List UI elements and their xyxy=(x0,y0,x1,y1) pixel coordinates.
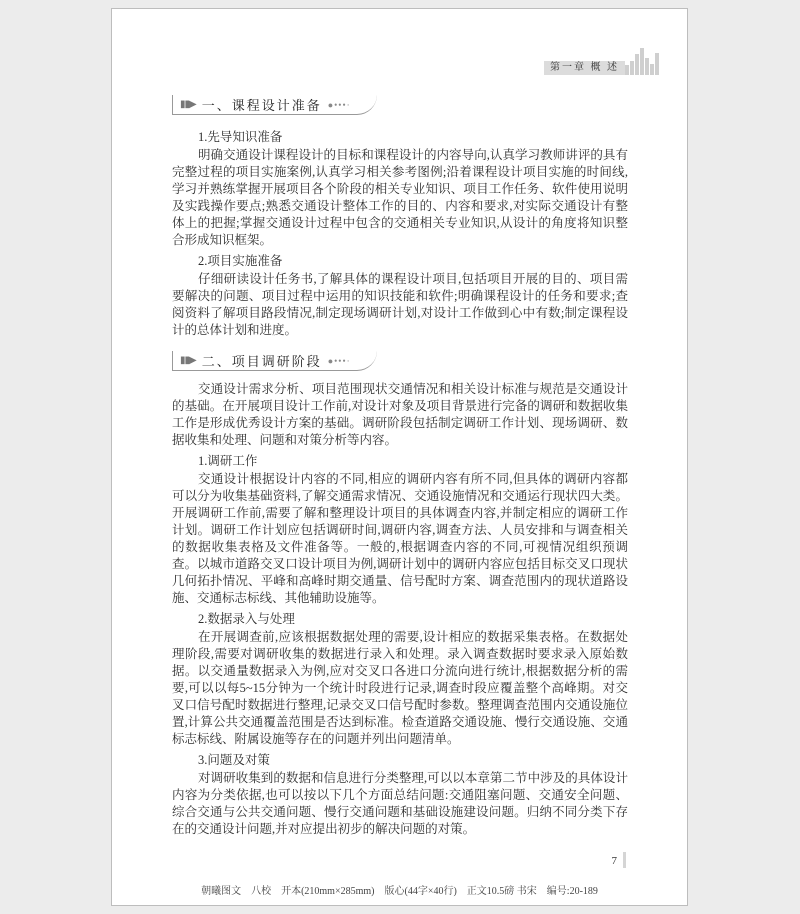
section-2-body xyxy=(172,381,628,838)
subsection-title: 1.先导知识准备 xyxy=(198,130,283,144)
subsection-title: 2.数据录入与处理 xyxy=(198,612,295,626)
paragraph: 交通设计根据设计内容的不同,相应的调研内容有所不同,但具体的调研内容都可以分为收集基础资料,了解交通需求情况、交通设施情况和交通运行现状四大类。开展调研工作前,需要了解和整理设计项目的具体调查内容,并制定相应的调研工作计划。调研工作计划应包括调研时间,调研内容,调查方法、人员安排和与调查相关的数据收集表格及文件准备等。一般的,根据调查内容的不同,可视情况组织预调查。以城市道路交叉口设计项目为例,调研计划中的调研内容应包括目标交叉口现状几何拓扑情况、平峰和高峰时期交通量、信号配时方案、调查范围内的现状道路设施、交通标志标线、其他辅助设施等。 xyxy=(172,472,628,605)
section-heading-1 xyxy=(172,95,377,115)
paragraph: 交通设计需求分析、项目范围现状交通情况和相关设计标准与规范是交通设计的基础。在开展项目设计工作前,对设计对象及项目背景进行完备的调研和数据收集工作是形成优秀设计方案的基础。调研阶段包括制定调研工作计划、现场调研、数据收集和处理、问题和对策分析等内容。 xyxy=(172,382,628,447)
section-title: 二、项目调研阶段 xyxy=(201,354,322,369)
page-number: 7 xyxy=(611,855,617,867)
page-number-row xyxy=(112,852,687,874)
arrow-icon: ▮▮▶ xyxy=(180,99,196,110)
section-heading-2 xyxy=(172,351,377,371)
running-head: 第一章 概 述 xyxy=(544,61,625,75)
paragraph: 在开展调查前,应该根据数据处理的需要,设计相应的数据采集表格。在数据处理阶段,需要对调研收集的数据进行录入和处理。录入调查数据时要求录入原始数据。以交通量数据录入为例,应对交叉口各进口分流向进行统计,根据数据分析的需要,可以以每5~15分钟为一个统计时段进行记录,调查时段应覆盖整个高峰期。对交叉口信号配时数据进行整理,记录交叉口信号配时参数。整理调查范围内交通设施位置,计算公共交通覆盖范围是否达到标准。检查道路交通设施、慢行交通设施、交通标志标线、附属设施等存在的问题并列出问题清单。 xyxy=(172,630,628,746)
dots-icon: ●•••· xyxy=(327,355,351,366)
section-title: 一、课程设计准备 xyxy=(201,98,322,113)
print-info-footer: 朝曦图文 八校 开本(210mm×285mm) 版心(44字×40行) 正文10.5磅 书宋 编号:20-189 xyxy=(201,886,598,897)
subsection-title: 1.调研工作 xyxy=(198,454,258,468)
paragraph: 仔细研读设计任务书,了解具体的课程设计项目,包括项目开展的目的、项目需要解决的问题、项目过程中运用的知识技能和软件;明确课程设计的任务和要求;查阅资料了解项目路段情况,制定现场调研计划,对设计工作做到心中有数;制定课程设计的总体计划和进度。 xyxy=(172,272,628,337)
page xyxy=(111,8,688,906)
arrow-icon: ▮▮▶ xyxy=(180,355,196,366)
paragraph: 对调研收集到的数据和信息进行分类整理,可以以本章第二节中涉及的具体设计内容为分类依据,也可以按以下几个方面总结问题:交通阻塞问题、交通安全问题、综合交通与公共交通问题、慢行交通问题和基础设施建设问题。归纳不同分类下存在的交通设计问题,并对应提出初步的解决问题的对策。 xyxy=(172,771,628,836)
bar-graphic-decoration xyxy=(625,48,661,75)
subsection-title: 2.项目实施准备 xyxy=(198,254,283,268)
page-number-bar xyxy=(623,852,626,868)
paragraph: 明确交通设计课程设计的目标和课程设计的内容导向,认真学习教师讲评的具有完整过程的项目实施案例,认真学习相关参考图例;沿着课程设计项目实施的时间线,学习并熟练掌握开展项目各个阶段的相关专业知识、项目工作任务、软件使用说明及实践操作要点;熟悉交通设计整体工作的目的、内容和要求,对实际交通设计有整体上的把握;掌握交通设计过程中包含的交通相关专业知识,从设计的角度将知识整合形成知识框架。 xyxy=(172,148,628,247)
page-header xyxy=(112,17,687,83)
page-content xyxy=(172,83,628,838)
section-1-body xyxy=(172,129,628,339)
dots-icon: ●•••· xyxy=(327,99,351,110)
subsection-title: 3.问题及对策 xyxy=(198,753,270,767)
